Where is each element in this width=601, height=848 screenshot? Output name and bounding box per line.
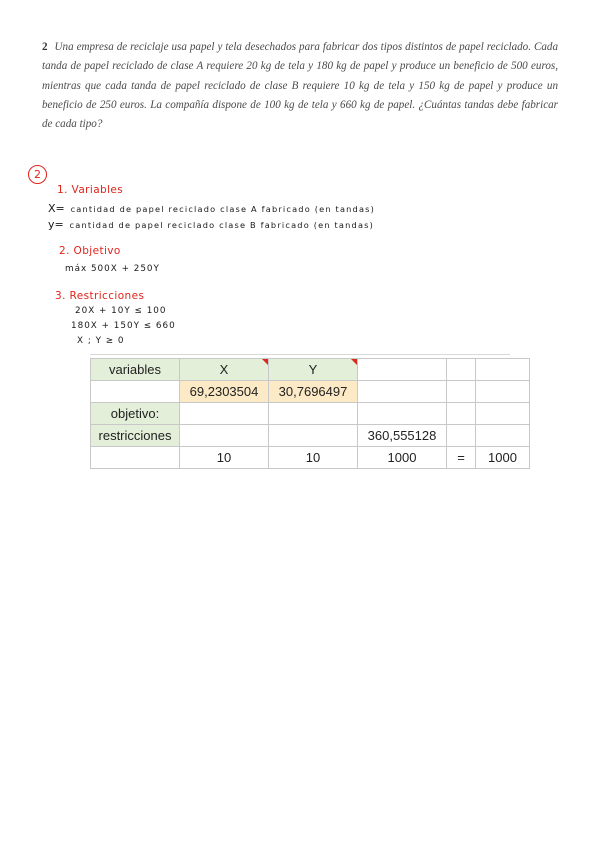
cell-equals-sign[interactable]: = (447, 447, 476, 469)
section-variables-title: 1. Variables (57, 184, 124, 196)
cell-constraints-label[interactable]: restricciones (91, 425, 180, 447)
variable-x-symbol: X= (48, 202, 65, 215)
cell-empty[interactable] (358, 403, 447, 425)
cell-empty[interactable] (447, 403, 476, 425)
cell-y-value[interactable]: 30,7696497 (269, 381, 358, 403)
variable-x-text: cantidad de papel reciclado clase A fabricado (en tandas) (70, 204, 376, 214)
cell-empty[interactable] (476, 403, 530, 425)
constraint-paper: 180X + 150Y ≤ 660 (71, 321, 176, 331)
cell-empty[interactable] (180, 425, 269, 447)
variable-y-definition (48, 218, 374, 231)
spreadsheet-excerpt (90, 358, 530, 469)
cell-empty[interactable] (269, 403, 358, 425)
cell-empty[interactable] (358, 381, 447, 403)
sheet-row-values (91, 381, 530, 403)
cell-objective-value[interactable]: 360,555128 (358, 425, 447, 447)
cell-empty[interactable] (447, 425, 476, 447)
section-constraints-title: 3. Restricciones (55, 290, 145, 302)
sheet-row-variables (91, 359, 530, 381)
section-objective-title: 2. Objetivo (59, 245, 121, 257)
circled-number-label: 2 (34, 168, 41, 181)
cell-empty[interactable] (447, 381, 476, 403)
cell-x-header[interactable]: X (180, 359, 269, 381)
cell-empty[interactable] (358, 359, 447, 381)
cell-empty[interactable] (269, 425, 358, 447)
constraint-cloth: 20X + 10Y ≤ 100 (75, 306, 167, 316)
cell-empty[interactable] (447, 359, 476, 381)
cell-constraint-lhs[interactable]: 1000 (358, 447, 447, 469)
cell-empty[interactable] (476, 425, 530, 447)
cell-empty[interactable] (180, 403, 269, 425)
constraint-nonnegative: X ; Y ≥ 0 (77, 336, 125, 346)
sheet-row-constraint-1 (91, 447, 530, 469)
cell-constraint-rhs[interactable]: 1000 (476, 447, 530, 469)
problem-number: 2 (42, 41, 48, 53)
cell-x-value[interactable]: 69,2303504 (180, 381, 269, 403)
cell-y-header[interactable]: Y (269, 359, 358, 381)
variable-y-text: cantidad de papel reciclado clase B fabricado (en tandas) (69, 220, 375, 230)
cell-empty[interactable] (476, 381, 530, 403)
cell-coef-x[interactable]: 10 (180, 447, 269, 469)
variable-x-definition (48, 202, 375, 215)
circled-problem-number (28, 165, 47, 184)
variable-y-symbol: y= (48, 218, 64, 231)
cell-coef-y[interactable]: 10 (269, 447, 358, 469)
cell-empty[interactable] (476, 359, 530, 381)
cell-empty[interactable] (91, 381, 180, 403)
problem-statement (42, 38, 558, 134)
objective-function: máx 500X + 250Y (65, 264, 160, 274)
cell-variables-label[interactable]: variables (91, 359, 180, 381)
cell-objective-label[interactable]: objetivo: (91, 403, 180, 425)
sheet-row-objective (91, 403, 530, 425)
sheet-row-constraints (91, 425, 530, 447)
cell-empty[interactable] (91, 447, 180, 469)
problem-text: Una empresa de reciclaje usa papel y tela desechados para fabricar dos tipos distintos de papel reciclado. Cada tanda de papel reciclado de clase A requiere 20 kg de tela y 180 kg de papel y produce un beneficio de 500 euros, mientras que cada tanda de papel reciclado de clase B requiere 10 kg de tela y 150 kg de papel y produce un beneficio de 250 euros. La compañía dispone de 100 kg de tela y 660 kg de papel. ¿Cuántas tandas debe fabricar de cada tipo? (42, 41, 558, 131)
